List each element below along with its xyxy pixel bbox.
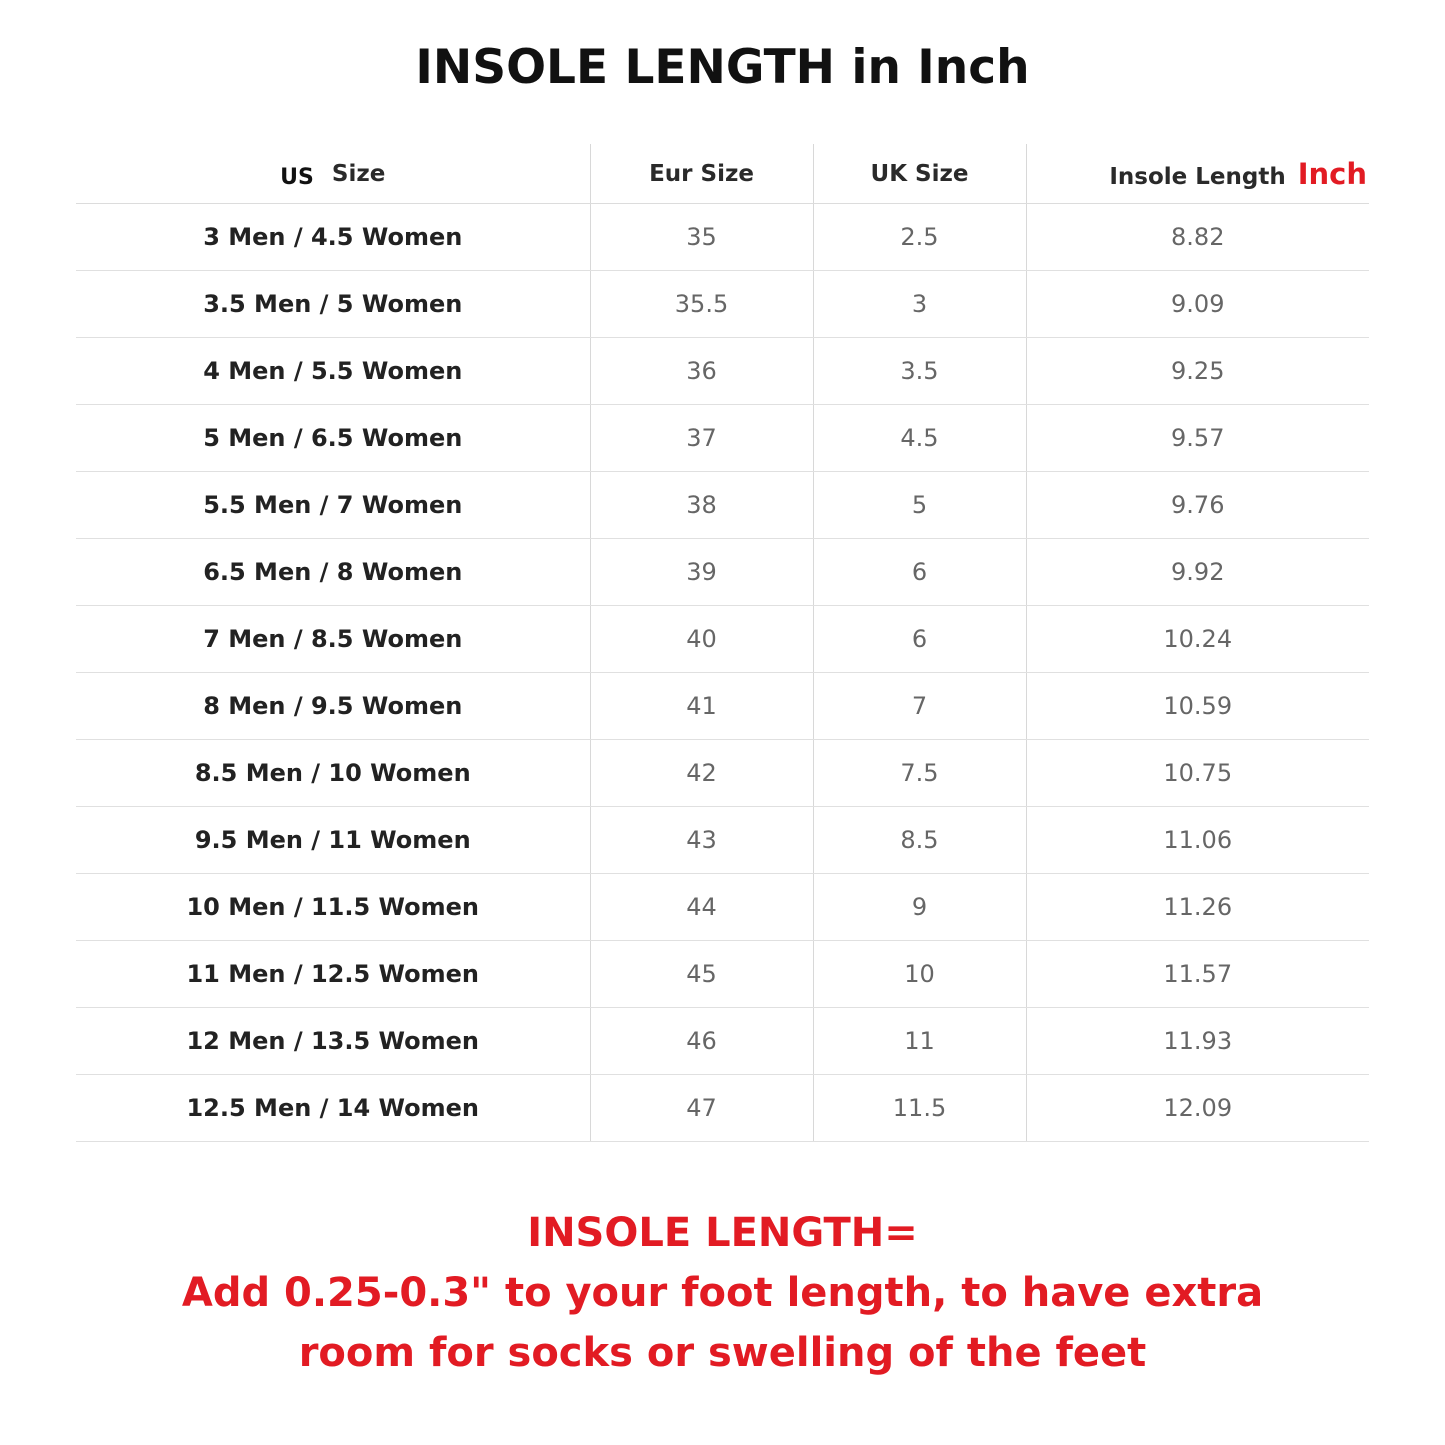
insole-length-cell: 10.24 [1026, 606, 1369, 673]
header-insole-length [1026, 144, 1369, 204]
uk-size-cell: 11 [813, 1008, 1026, 1075]
us-size-cell: 4 Men / 5.5 Women [76, 338, 590, 405]
header-insole-unit: Inch [1297, 156, 1367, 191]
uk-size-cell: 8.5 [813, 807, 1026, 874]
header-us-prefix: US [280, 164, 314, 190]
table-row [76, 338, 1369, 405]
table-row [76, 807, 1369, 874]
header-insole-label: Insole Length [1109, 163, 1286, 190]
uk-size-cell: 11.5 [813, 1075, 1026, 1142]
eur-size-cell: 36 [590, 338, 813, 405]
table-row [76, 271, 1369, 338]
eur-size-cell: 44 [590, 874, 813, 941]
header-us-size [76, 144, 590, 204]
insole-length-cell: 8.82 [1026, 204, 1369, 271]
insole-length-cell: 9.92 [1026, 539, 1369, 606]
uk-size-cell: 7.5 [813, 740, 1026, 807]
note-line-3: room for socks or swelling of the feet [298, 1330, 1147, 1376]
table-row [76, 606, 1369, 673]
size-chart-table [76, 144, 1369, 1142]
insole-length-cell: 11.06 [1026, 807, 1369, 874]
uk-size-cell: 2.5 [813, 204, 1026, 271]
table-row [76, 539, 1369, 606]
table-body [76, 204, 1369, 1142]
uk-size-cell: 4.5 [813, 405, 1026, 472]
insole-length-cell: 10.59 [1026, 673, 1369, 740]
us-size-cell: 12.5 Men / 14 Women [76, 1075, 590, 1142]
us-size-cell: 8 Men / 9.5 Women [76, 673, 590, 740]
insole-length-cell: 12.09 [1026, 1075, 1369, 1142]
eur-size-cell: 38 [590, 472, 813, 539]
insole-length-cell: 10.75 [1026, 740, 1369, 807]
eur-size-cell: 45 [590, 941, 813, 1008]
uk-size-cell: 5 [813, 472, 1026, 539]
eur-size-cell: 35.5 [590, 271, 813, 338]
us-size-cell: 12 Men / 13.5 Women [76, 1008, 590, 1075]
us-size-cell: 5.5 Men / 7 Women [76, 472, 590, 539]
insole-length-cell: 9.76 [1026, 472, 1369, 539]
eur-size-cell: 41 [590, 673, 813, 740]
table-row [76, 740, 1369, 807]
us-size-cell: 7 Men / 8.5 Women [76, 606, 590, 673]
us-size-cell: 9.5 Men / 11 Women [76, 807, 590, 874]
table-row [76, 1008, 1369, 1075]
table-row [76, 472, 1369, 539]
page-title: INSOLE LENGTH in Inch [415, 40, 1030, 95]
uk-size-cell: 9 [813, 874, 1026, 941]
table-header-row [76, 144, 1369, 204]
header-uk-size: UK Size [813, 144, 1026, 204]
fit-note [0, 1203, 1445, 1383]
table-row [76, 204, 1369, 271]
us-size-cell: 3 Men / 4.5 Women [76, 204, 590, 271]
insole-length-cell: 9.25 [1026, 338, 1369, 405]
eur-size-cell: 39 [590, 539, 813, 606]
table-row [76, 405, 1369, 472]
eur-size-cell: 43 [590, 807, 813, 874]
table-row [76, 941, 1369, 1008]
us-size-cell: 8.5 Men / 10 Women [76, 740, 590, 807]
uk-size-cell: 7 [813, 673, 1026, 740]
us-size-cell: 10 Men / 11.5 Women [76, 874, 590, 941]
us-size-cell: 5 Men / 6.5 Women [76, 405, 590, 472]
insole-length-cell: 9.09 [1026, 271, 1369, 338]
insole-length-cell: 11.57 [1026, 941, 1369, 1008]
insole-length-cell: 11.93 [1026, 1008, 1369, 1075]
eur-size-cell: 46 [590, 1008, 813, 1075]
us-size-cell: 11 Men / 12.5 Women [76, 941, 590, 1008]
eur-size-cell: 35 [590, 204, 813, 271]
insole-length-cell: 9.57 [1026, 405, 1369, 472]
insole-length-cell: 11.26 [1026, 874, 1369, 941]
uk-size-cell: 6 [813, 606, 1026, 673]
uk-size-cell: 10 [813, 941, 1026, 1008]
table-row [76, 1075, 1369, 1142]
note-line-1: INSOLE LENGTH= [527, 1210, 918, 1256]
header-us-label: Size [331, 160, 386, 187]
uk-size-cell: 6 [813, 539, 1026, 606]
eur-size-cell: 37 [590, 405, 813, 472]
eur-size-cell: 40 [590, 606, 813, 673]
uk-size-cell: 3 [813, 271, 1026, 338]
us-size-cell: 3.5 Men / 5 Women [76, 271, 590, 338]
us-size-cell: 6.5 Men / 8 Women [76, 539, 590, 606]
header-eur-size: Eur Size [590, 144, 813, 204]
eur-size-cell: 47 [590, 1075, 813, 1142]
table-row [76, 874, 1369, 941]
note-line-2: Add 0.25-0.3" to your foot length, to have extra [181, 1270, 1264, 1316]
table-row [76, 673, 1369, 740]
uk-size-cell: 3.5 [813, 338, 1026, 405]
eur-size-cell: 42 [590, 740, 813, 807]
